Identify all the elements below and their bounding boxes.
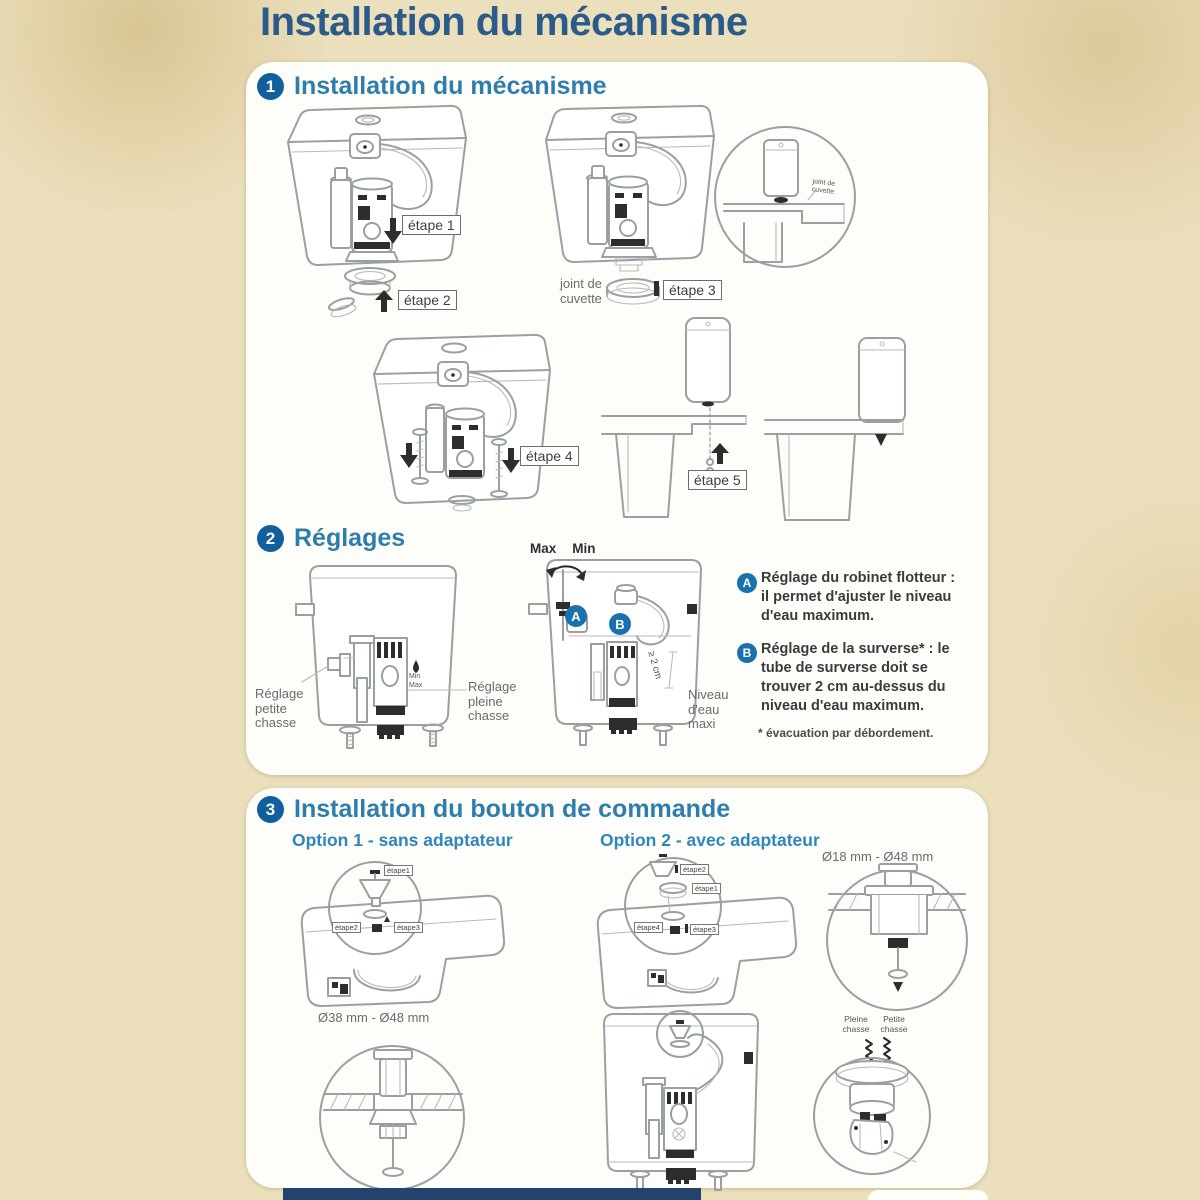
step2-label: étape 2 [398, 290, 457, 310]
toilet-assembled-drawing [763, 330, 978, 522]
section2-heading: Réglages [294, 524, 406, 552]
gap-2cm-label: ≥ 2 cm [645, 650, 664, 681]
section1-number-badge: 1 [257, 73, 284, 100]
step1-label: étape 1 [402, 215, 461, 235]
option1-step2-label: étape2 [332, 922, 361, 933]
badge-b: B [609, 613, 631, 635]
diagram-adapter-cross-section [815, 864, 985, 1012]
inset-circle-drawing [712, 124, 862, 274]
reglage-pleine-chasse-label: Réglage pleine chasse [468, 679, 517, 724]
joint-de-cuvette-label: joint de cuvette [560, 276, 602, 306]
section3-number-badge: 3 [257, 796, 284, 823]
diagram-cistern-front [558, 1012, 808, 1188]
section1-heading: Installation du mécanisme [294, 72, 607, 100]
diametre-38-48-label: Ø38 mm - Ø48 mm [318, 1010, 430, 1025]
page-title: Installation du mécanisme [260, 0, 748, 44]
max-label: Max [530, 541, 557, 556]
diagram-cistern-step1-2 [280, 100, 545, 330]
note-a-badge: A [737, 573, 757, 593]
step5-label: étape 5 [688, 470, 747, 490]
reglage-petite-chasse-label: Réglage petite chasse [255, 686, 304, 731]
diagram-option1-cistern [288, 852, 528, 1017]
diagram-cistern-step4 [362, 328, 634, 524]
option2-step4-label: étape4 [634, 922, 663, 933]
section1-header [257, 72, 607, 101]
diagram-toilet-assembled [763, 330, 978, 522]
pleine-chasse-label: Pleine chasse [842, 1014, 870, 1034]
min-label: Min [572, 541, 596, 556]
bowl-step5-drawing [600, 312, 760, 522]
diagram-option2-cistern [588, 852, 803, 1017]
maxmin-labels [530, 541, 596, 556]
petite-chasse-label: Petite chasse [880, 1014, 908, 1034]
section3-heading: Installation du bouton de commande [294, 795, 731, 823]
section2-header [257, 524, 405, 553]
option1-step1-label: étape1 [384, 865, 413, 876]
option1-heading: Option 1 - sans adaptateur [292, 830, 513, 850]
lid-cross-section-drawing [312, 1032, 482, 1188]
section3-header [257, 795, 730, 824]
option2-heading: Option 2 - avec adaptateur [600, 830, 820, 850]
note-b-text: Réglage de la surverse* : le tube de surverse doit se trouver 2 cm au-dessus du niveau d'eau maximum. [761, 641, 950, 714]
step3-label: étape 3 [663, 280, 722, 300]
niveau-eau-maxi-label: Niveau d'eau maxi [688, 687, 729, 732]
footnote-text: * évacuation par débordement. [758, 726, 934, 740]
diagram-button-mechanism [808, 1012, 983, 1188]
option1-step3-label: étape3 [394, 922, 423, 933]
option2-step1-label: étape1 [692, 883, 721, 894]
cistern-front-drawing [558, 1012, 808, 1188]
badge-a: A [565, 605, 587, 627]
option1-drawing [288, 852, 528, 1017]
button-mechanism-drawing [808, 1012, 983, 1188]
mini-min-label: Min [409, 673, 421, 680]
diagram-bowl-step5 [600, 312, 760, 522]
cistern-step4-drawing [362, 328, 634, 524]
diagram-lid-cross-section [312, 1032, 482, 1188]
mini-max-label: Max [409, 682, 423, 690]
section2-number-badge: 2 [257, 525, 284, 552]
diametre-18-48-label: Ø18 mm - Ø48 mm [822, 849, 934, 864]
note-b-badge: B [737, 643, 757, 663]
option2-step2-label: étape2 [680, 864, 709, 875]
note-a-text: Réglage du robinet flotteur : il permet d'ajuster le niveau d'eau maximum. [761, 570, 956, 624]
diagram-inset-cistern-on-bowl [712, 124, 862, 274]
adapter-cross-section-drawing [815, 864, 985, 1012]
mini-minmax-label [409, 672, 422, 690]
option2-step3-label: étape3 [690, 924, 719, 935]
joint-de-cuvette-inset-label: joint de cuvette [811, 178, 836, 196]
next-panel-sliver [868, 1190, 988, 1200]
step4-label: étape 4 [520, 446, 579, 466]
bottom-navy-bar [283, 1188, 701, 1200]
